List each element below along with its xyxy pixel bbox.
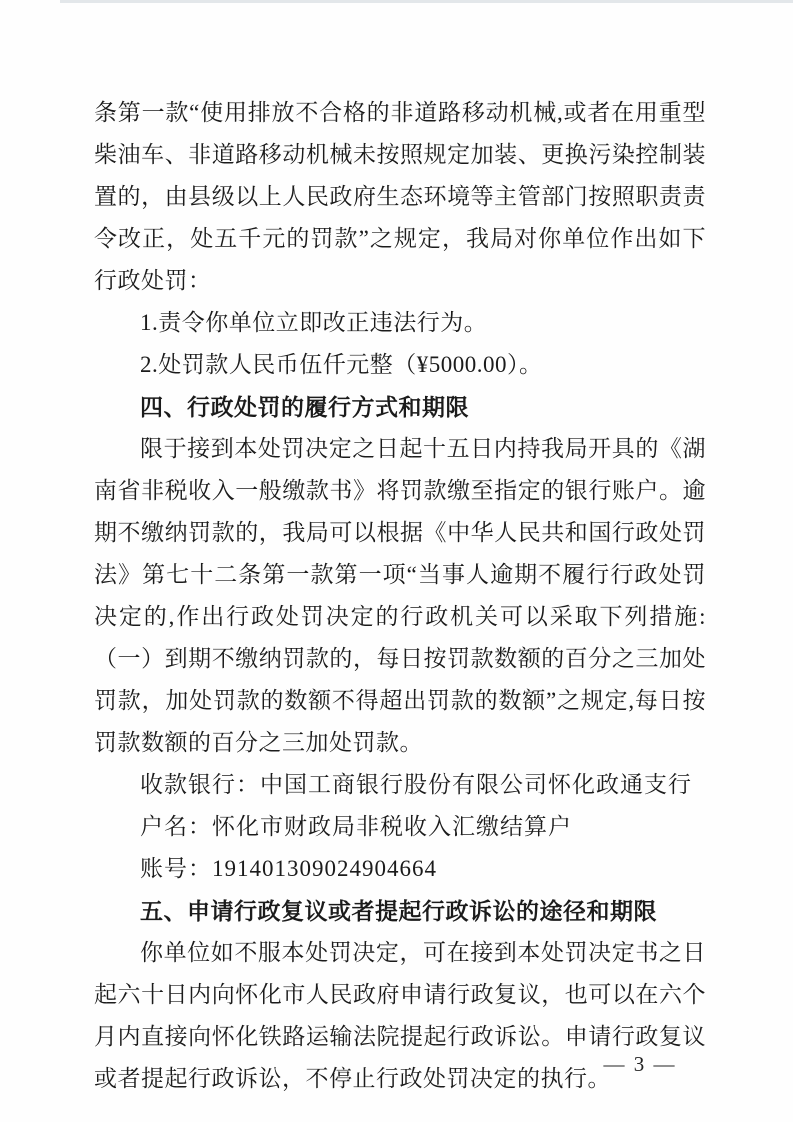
penalty-item-2: 2.处罚款人民币伍仟元整（¥5000.00）。 xyxy=(140,352,543,377)
page-number: — 3 — xyxy=(603,1052,677,1076)
scan-artifact-line xyxy=(60,0,793,3)
account-name-line: 户名：怀化市财政局非税收入汇缴结算户 xyxy=(140,814,572,839)
paragraph-appeal-rights: 你单位如不服本处罚决定，可在接到本处罚决定书之日起六十日内向怀化市人民政府申请行政复议，也可以在六个月内直接向怀化铁路运输法院提起行政诉讼。申请行政复议或者提起行政诉讼，不停止行政处罚决定的执行。 xyxy=(94,940,706,1091)
account-number-line: 账号：191401309024904664 xyxy=(140,856,437,881)
section-heading-5: 五、申请行政复议或者提起行政诉讼的途径和期限 xyxy=(140,898,657,924)
paragraph-payment-terms: 限于接到本处罚决定之日起十五日内持我局开具的《湖南省非税收入一般缴款书》将罚款缴至指定的银行账户。逾期不缴纳罚款的，我局可以根据《中华人民共和国行政处罚法》第七十二条第一款第一项“当事人逾期不履行行政处罚决定的,作出行政处罚决定的行政机关可以采取下列措施:（一）到期不缴纳罚款的，每日按罚款数额的百分之三加处罚款，加处罚款的数额不得超出罚款的数额”之规定,每日按罚款数额的百分之三加处罚款。 xyxy=(94,436,706,755)
document-body xyxy=(94,92,706,1100)
penalty-item-1: 1.责令你单位立即改正违法行为。 xyxy=(140,310,488,335)
paragraph-legal-basis: 条第一款“使用排放不合格的非道路移动机械,或者在用重型柴油车、非道路移动机械未按照规定加装、更换污染控制装置的，由县级以上人民政府生态环境等主管部门按照职责责令改正，处五千元的罚款”之规定，我局对你单位作出如下行政处罚： xyxy=(94,100,706,293)
bank-name-line: 收款银行：中国工商银行股份有限公司怀化政通支行 xyxy=(140,772,692,797)
section-heading-4: 四、行政处罚的履行方式和期限 xyxy=(140,394,469,420)
